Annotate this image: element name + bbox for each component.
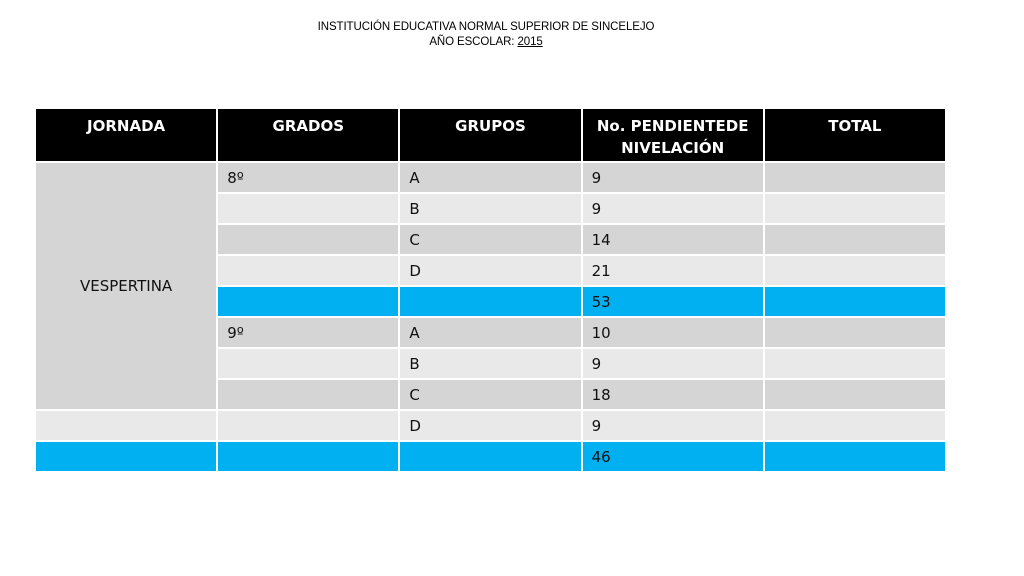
grado-cell [217, 348, 399, 379]
column-header-grados: GRADOS [217, 108, 399, 162]
pendientes-cell: 9 [582, 193, 764, 224]
grado-cell [217, 379, 399, 410]
column-header-grupos: GRUPOS [399, 108, 581, 162]
grado-cell: 9º [217, 317, 399, 348]
total-cell [764, 193, 946, 224]
pendientes-cell: 21 [582, 255, 764, 286]
pendientes-cell: 10 [582, 317, 764, 348]
grupo-cell: A [399, 317, 581, 348]
total-cell [764, 286, 946, 317]
school-year-value: 2015 [517, 36, 543, 48]
grado-cell [217, 224, 399, 255]
grupo-cell: B [399, 193, 581, 224]
pendientes-cell: 9 [582, 410, 764, 441]
total-cell [764, 317, 946, 348]
column-header-jornada: JORNADA [35, 108, 217, 162]
subtotal-row [35, 441, 946, 472]
table-header-row [35, 108, 946, 162]
subtotal-value: 46 [582, 441, 764, 472]
column-header-pendientes: No. PENDIENTEDE NIVELACIÓN [582, 108, 764, 162]
subtotal-value: 53 [582, 286, 764, 317]
grado-cell [217, 255, 399, 286]
column-header-total: TOTAL [764, 108, 946, 162]
total-cell [764, 224, 946, 255]
pendientes-cell: 9 [582, 348, 764, 379]
grupo-cell: C [399, 224, 581, 255]
school-year-label: AÑO ESCOLAR: [429, 36, 518, 48]
pendientes-cell: 18 [582, 379, 764, 410]
grado-cell: 8º [217, 162, 399, 193]
school-year-line [0, 35, 972, 50]
jornada-cell: VESPERTINA [35, 162, 217, 410]
document-header [0, 20, 972, 50]
table-row [35, 410, 946, 441]
grado-cell [217, 441, 399, 472]
grado-cell [217, 410, 399, 441]
total-cell [764, 441, 946, 472]
total-cell [764, 379, 946, 410]
table-row [35, 162, 946, 193]
grupo-cell: D [399, 410, 581, 441]
grupo-cell: B [399, 348, 581, 379]
pendientes-cell: 9 [582, 162, 764, 193]
grupo-cell [399, 286, 581, 317]
grupo-cell: D [399, 255, 581, 286]
total-cell [764, 410, 946, 441]
pending-leveling-table [34, 107, 947, 473]
jornada-cell [35, 441, 217, 472]
grupo-cell [399, 441, 581, 472]
total-cell [764, 162, 946, 193]
grupo-cell: C [399, 379, 581, 410]
total-cell [764, 255, 946, 286]
grupo-cell: A [399, 162, 581, 193]
grado-cell [217, 286, 399, 317]
jornada-cell [35, 410, 217, 441]
institution-title: INSTITUCIÓN EDUCATIVA NORMAL SUPERIOR DE SINCELEJO [317, 21, 655, 33]
total-cell [764, 348, 946, 379]
grado-cell [217, 193, 399, 224]
pendientes-cell: 14 [582, 224, 764, 255]
